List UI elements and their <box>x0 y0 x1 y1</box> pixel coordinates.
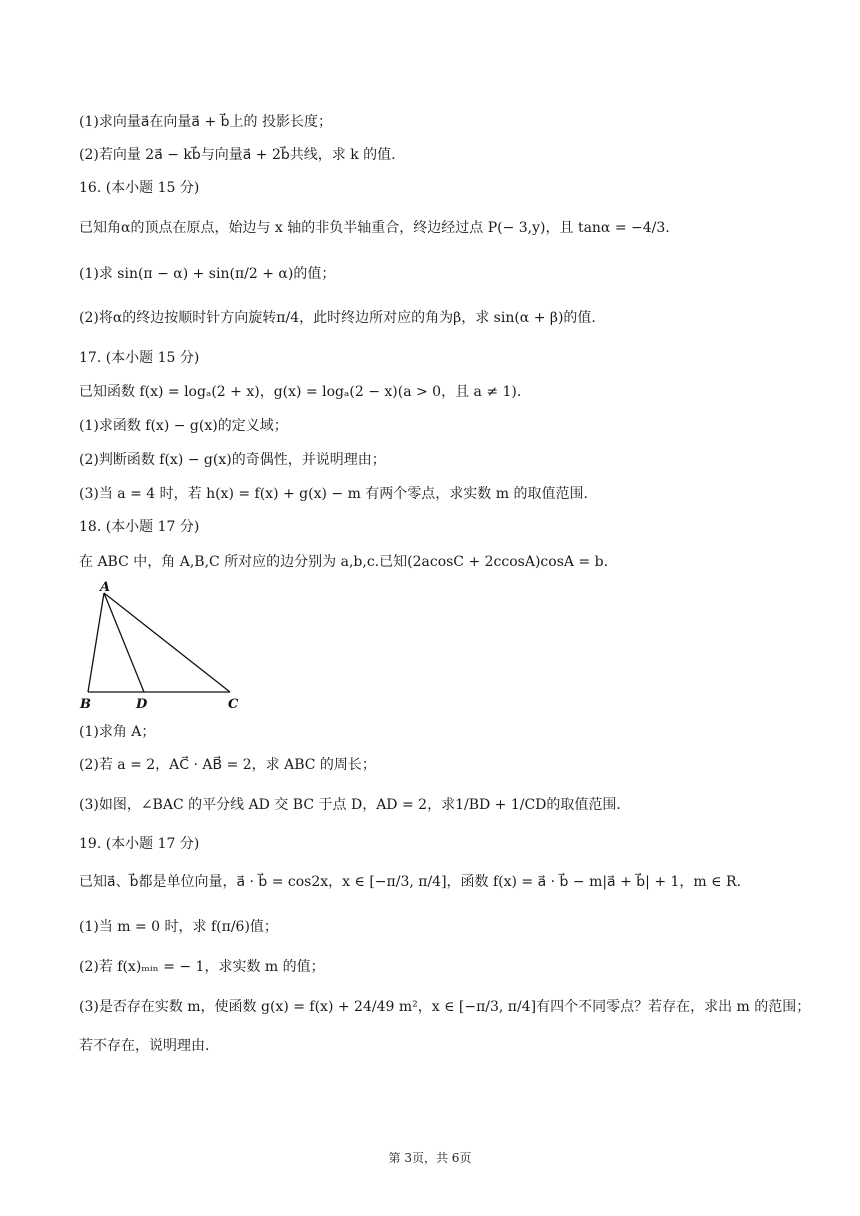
label-a: A <box>100 580 111 595</box>
q17-header: 17. (本小题 15 分) <box>79 350 200 366</box>
label-d: D <box>136 697 148 712</box>
q17-part3: (3)当 a = 4 时，若 h(x) = f(x) + g(x) − m 有两个零点，求实数 m 的取值范围. <box>79 486 588 502</box>
q19-part2: (2)若 f(x)ₘᵢₙ = − 1，求实数 m 的值； <box>79 959 325 975</box>
q18-part2: (2)若 a = 2，AC⃗ · AB⃗ = 2，求 ABC 的周长； <box>79 757 376 773</box>
q17-part1: (1)求函数 f(x) − g(x)的定义域； <box>79 418 288 434</box>
q19-header: 19. (本小题 17 分) <box>79 836 200 852</box>
q15-part2: (2)若向量 2a⃗ − kb⃗与向量a⃗ + 2b⃗共线，求 k 的值. <box>79 147 396 163</box>
q16-header: 16. (本小题 15 分) <box>79 180 200 196</box>
q16-part2: (2)将α的终边按顺时针方向旋转π/4，此时终边所对应的角为β，求 sin(α + β)的值. <box>79 310 596 326</box>
segment-ad <box>104 593 144 692</box>
q16-part1: (1)求 sin(π − α) + sin(π/2 + α)的值； <box>79 266 336 282</box>
q17-part2: (2)判断函数 f(x) − g(x)的奇偶性，并说明理由； <box>79 452 386 468</box>
triangle-figure <box>76 579 252 713</box>
q19-stem: 已知a⃗、b⃗都是单位向量，a⃗ · b⃗ = cos2x，x ∈ [−π/3, π/4]，函数 f(x) = a⃗ · b⃗ − m|a⃗ + b⃗| + 1，m ∈ R. <box>79 874 741 890</box>
label-c: C <box>228 697 239 712</box>
q18-part1: (1)求角 A； <box>79 724 156 740</box>
side-ab <box>88 593 104 692</box>
q16-stem: 已知角α的顶点在原点，始边与 x 轴的非负半轴重合，终边经过点 P(− 3,y)，且 tanα = −4/3. <box>79 220 670 236</box>
q18-part3: (3)如图，∠BAC 的平分线 AD 交 BC 于点 D，AD = 2，求1/BD + 1/CD的取值范围. <box>79 797 621 813</box>
side-ac <box>104 593 230 692</box>
q17-stem: 已知函数 f(x) = logₐ(2 + x)，g(x) = logₐ(2 − x)(a > 0，且 a ≠ 1). <box>79 384 522 400</box>
q19-part3: (3)是否存在实数 m，使函数 g(x) = f(x) + 24/49 m²，x ∈ [−π/3, π/4]有四个不同零点？若存在，求出 m 的范围； <box>79 999 811 1015</box>
q19-part3-cont: 若不存在，说明理由. <box>79 1038 210 1054</box>
q18-stem: 在 ABC 中，角 A,B,C 所对应的边分别为 a,b,c.已知(2acosC + 2ccosA)cosA = b. <box>79 554 609 570</box>
q15-part1: (1)求向量a⃗在向量a⃗ + b⃗上的 投影长度； <box>79 114 332 130</box>
q18-header: 18. (本小题 17 分) <box>79 519 200 535</box>
label-b: B <box>80 697 91 712</box>
page-footer: 第 3页，共 6页 <box>388 1151 472 1165</box>
q19-part1: (1)当 m = 0 时，求 f(π/6)值； <box>79 919 278 935</box>
